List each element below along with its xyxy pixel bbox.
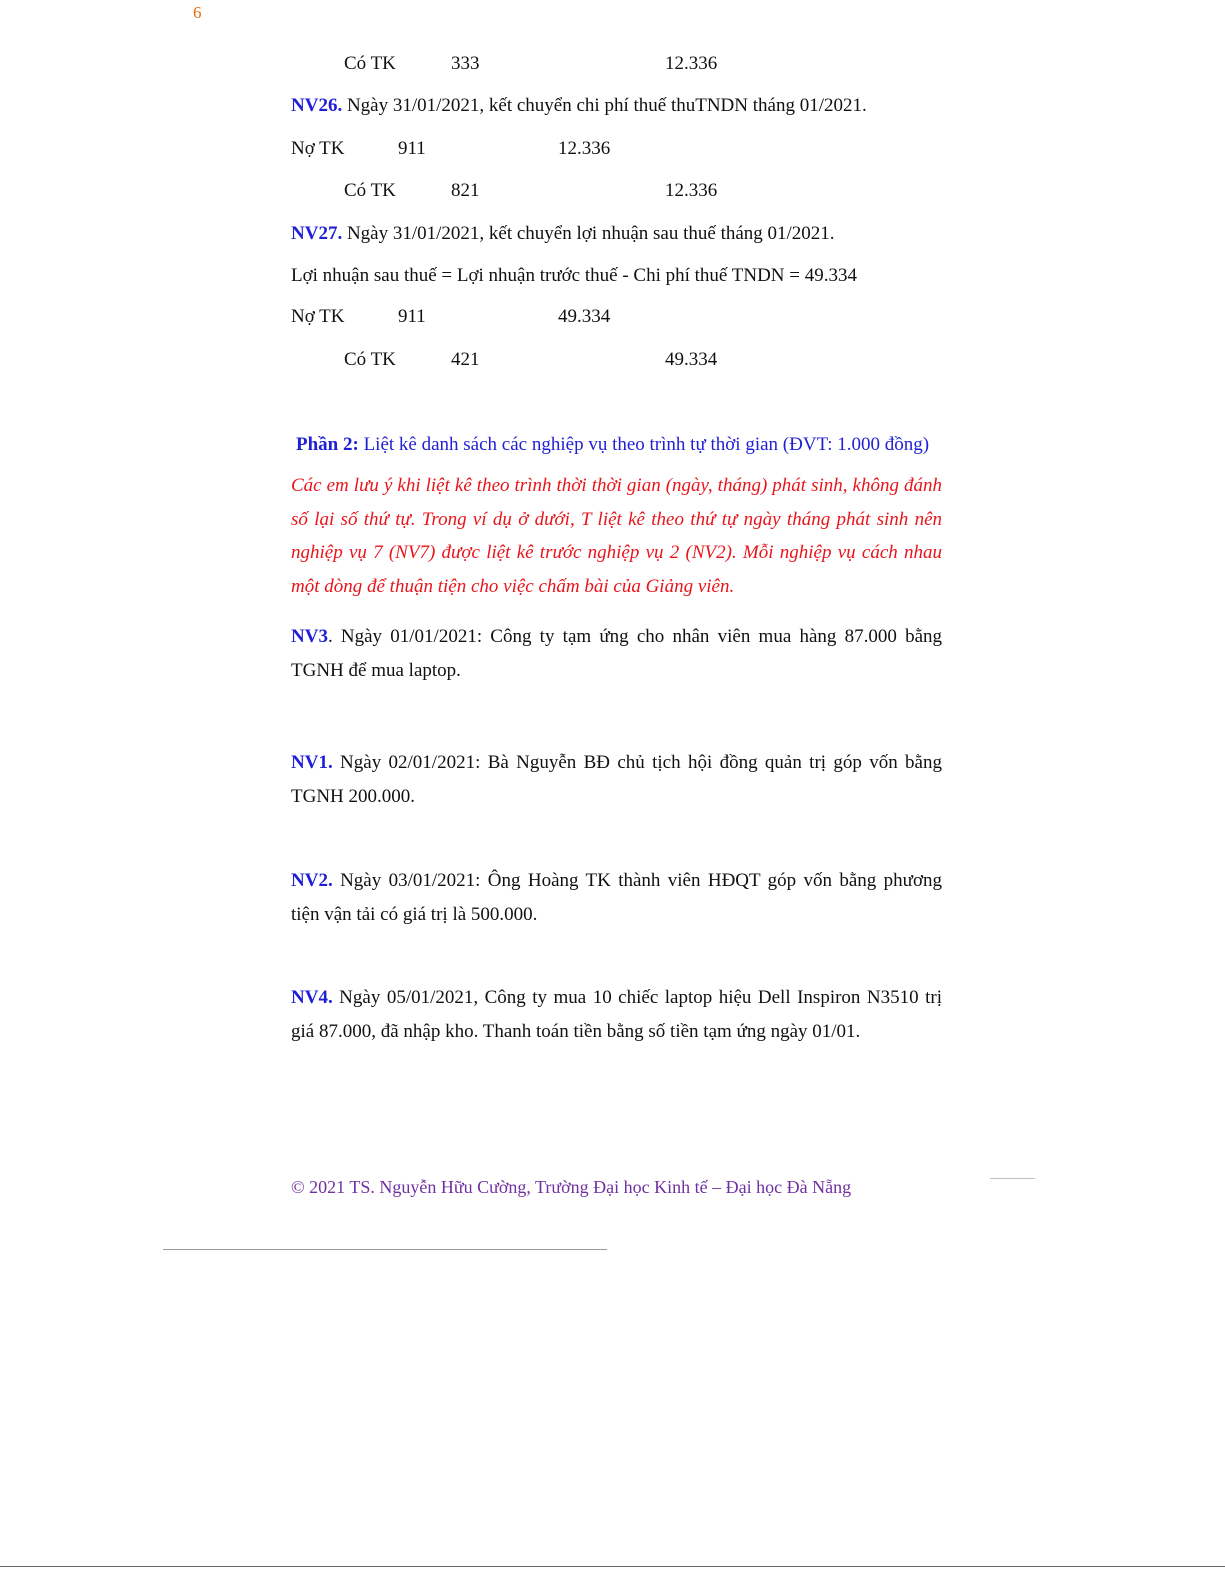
entry-account: 911: [398, 138, 426, 159]
entry-account: 911: [398, 306, 426, 327]
entry-account: 421: [451, 349, 480, 370]
transaction-paragraph: [291, 981, 942, 1048]
transaction-paragraph: [291, 864, 942, 931]
entry-amount: 12.336: [665, 180, 718, 201]
page-number: 6: [193, 3, 202, 22]
transaction-text: Ngày 05/01/2021, Công ty mua 10 chiếc laptop hiệu Dell Inspiron N3510 trị giá 87.000, đã nhập kho. Thanh toán tiền bằng số tiền tạm ứng ngày 01/01.: [291, 987, 942, 1042]
copyright-footer: © 2021 TS. Nguyễn Hữu Cường, Trường Đại học Kinh tế – Đại học Đà Nẵng: [291, 1177, 852, 1197]
entry-label: Nợ TK: [291, 138, 345, 159]
transaction-paragraph: [291, 620, 942, 687]
page-bottom-border: [0, 1566, 1225, 1567]
formula-line: Lợi nhuận sau thuế = Lợi nhuận trước thuế - Chi phí thuế TNDN = 49.334: [291, 265, 857, 286]
footnote-separator: [163, 1249, 607, 1250]
section-heading-bold: Phần 2:: [296, 434, 359, 455]
transaction-id: NV2.: [291, 870, 333, 891]
instruction-note: Các em lưu ý khi liệt kê theo trình thời thời gian (ngày, tháng) phát sinh, không đánh số lại số thứ tự. Trong ví dụ ở dưới, T liệt kê theo thứ tự ngày tháng phát sinh nên nghiệp vụ 7 (NV7) được liệt kê trước nghiệp vụ 2 (NV2). Mỗi nghiệp vụ cách nhau một dòng để thuận tiện cho việc chấm bài của Giảng viên.: [291, 475, 942, 597]
footer-rule: [990, 1178, 1035, 1179]
transaction-id: NV3: [291, 626, 328, 647]
entry-label: Nợ TK: [291, 306, 345, 327]
transaction-id: NV27.: [291, 223, 343, 244]
entry-account: 821: [451, 180, 480, 201]
entry-amount: 49.334: [558, 306, 611, 327]
transaction-id: NV4.: [291, 987, 333, 1008]
transaction-text: Ngày 31/01/2021, kết chuyển lợi nhuận sau thuế tháng 01/2021.: [342, 223, 835, 244]
transaction-paragraph: [291, 746, 942, 813]
transaction-text: Ngày 02/01/2021: Bà Nguyễn BĐ chủ tịch hội đồng quản trị góp vốn bằng TGNH 200.000.: [291, 752, 942, 807]
transaction-text: Ngày 03/01/2021: Ông Hoàng TK thành viên HĐQT góp vốn bằng phương tiện vận tải có giá trị là 500.000.: [291, 870, 942, 925]
entry-label: Có TK: [344, 180, 396, 201]
transaction-line: [291, 95, 867, 117]
transaction-id: NV1.: [291, 752, 333, 773]
section-heading: [296, 434, 929, 456]
transaction-line: [291, 223, 835, 245]
transaction-text: . Ngày 01/01/2021: Công ty tạm ứng cho nhân viên mua hàng 87.000 bằng TGNH để mua laptop.: [291, 626, 942, 681]
section-heading-text: Liệt kê danh sách các nghiệp vụ theo trình tự thời gian (ĐVT: 1.000 đồng): [358, 434, 930, 455]
transaction-id: NV26.: [291, 95, 343, 116]
entry-account: 333: [451, 53, 480, 74]
entry-amount: 49.334: [665, 349, 718, 370]
entry-label: Có TK: [344, 349, 396, 370]
entry-amount: 12.336: [665, 53, 718, 74]
entry-label: Có TK: [344, 53, 396, 74]
entry-amount: 12.336: [558, 138, 611, 159]
transaction-text: Ngày 31/01/2021, kết chuyển chi phí thuế thuTNDN tháng 01/2021.: [342, 95, 867, 116]
